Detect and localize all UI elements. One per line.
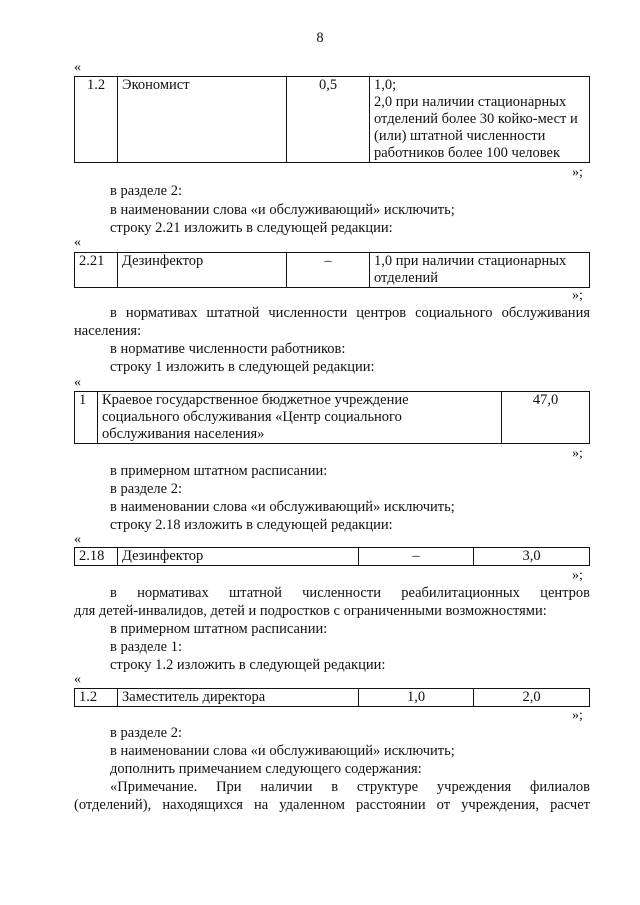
paragraph: в разделе 1:	[110, 639, 183, 655]
paragraph: строку 2.21 изложить в следующей редакции:	[110, 220, 393, 236]
open-quote: «	[74, 235, 81, 250]
paragraph: для детей-инвалидов, детей и подростков с ограниченными возможностями:	[74, 603, 547, 619]
norm-line: отделений более 30 койко-мест и	[374, 111, 578, 127]
paragraph: в нормативах штатной численности центров социального обслуживания	[110, 305, 590, 321]
row-code: 1.2	[75, 77, 118, 163]
row-position-name: Заместитель директора	[118, 689, 359, 707]
row-norm	[370, 77, 590, 163]
table-row-2-21-disinfector	[74, 252, 590, 288]
row-value: –	[359, 548, 474, 566]
close-quote: »;	[572, 446, 583, 461]
norm-line: 1,0;	[374, 77, 397, 93]
open-quote: «	[74, 672, 81, 687]
paragraph: в примерном штатном расписании:	[110, 463, 328, 479]
close-quote: »;	[572, 288, 583, 303]
paragraph: строку 2.18 изложить в следующей редакции:	[110, 517, 393, 533]
paragraph: в разделе 2:	[110, 183, 183, 199]
name-line: Краевое государственное бюджетное учреждение	[102, 392, 409, 408]
name-line: обслуживания населения»	[102, 426, 265, 442]
close-quote: »;	[572, 568, 583, 583]
paragraph: в разделе 2:	[110, 725, 183, 741]
row-value: 1,0	[359, 689, 474, 707]
row-value: 0,5	[287, 77, 370, 163]
paragraph: в наименовании слова «и обслуживающий» исключить;	[110, 743, 455, 759]
paragraph: «Примечание. При наличии в структуре учреждения филиалов	[110, 779, 590, 795]
table-row-1-2-deputy-director	[74, 688, 590, 707]
paragraph: дополнить примечанием следующего содержания:	[110, 761, 422, 777]
row-value: 3,0	[474, 548, 590, 566]
row-value: –	[287, 253, 370, 288]
row-position-name: Экономист	[118, 77, 287, 163]
name-line: социального обслуживания «Центр социального	[102, 409, 402, 425]
norm-line: 2,0 при наличии стационарных	[374, 94, 567, 110]
row-institution-name	[98, 392, 502, 444]
open-quote: «	[74, 60, 81, 75]
norm-line: работников более 100 человек	[374, 145, 561, 161]
close-quote: »;	[572, 708, 583, 723]
row-position-name: Дезинфектор	[118, 548, 359, 566]
norm-line: отделений	[374, 270, 438, 286]
row-norm	[370, 253, 590, 288]
paragraph: строку 1 изложить в следующей редакции:	[110, 359, 375, 375]
row-position-name: Дезинфектор	[118, 253, 287, 288]
open-quote: «	[74, 375, 81, 390]
open-quote: «	[74, 532, 81, 547]
row-value: 2,0	[474, 689, 590, 707]
table-row-2-18-disinfector	[74, 547, 590, 566]
row-code: 1	[75, 392, 98, 444]
paragraph: строку 1.2 изложить в следующей редакции:	[110, 657, 386, 673]
norm-line: 1,0 при наличии стационарных	[374, 253, 567, 269]
paragraph: в нормативе численности работников:	[110, 341, 346, 357]
norm-line: (или) штатной численности	[374, 128, 546, 144]
paragraph: в разделе 2:	[110, 481, 183, 497]
row-code: 1.2	[75, 689, 118, 707]
paragraph: в нормативах штатной численности реабилитационных центров	[110, 585, 590, 601]
row-code: 2.18	[75, 548, 118, 566]
paragraph: в наименовании слова «и обслуживающий» исключить;	[110, 202, 455, 218]
paragraph: в наименовании слова «и обслуживающий» исключить;	[110, 499, 455, 515]
table-row-1-center	[74, 391, 590, 444]
page-number: 8	[316, 30, 324, 46]
table-row-1-2-economist	[74, 76, 590, 163]
paragraph: населения:	[74, 323, 142, 339]
paragraph: (отделений), находящихся на удаленном расстоянии от учреждения, расчет	[74, 797, 590, 813]
close-quote: »;	[572, 165, 583, 180]
paragraph: в примерном штатном расписании:	[110, 621, 328, 637]
row-value: 47,0	[502, 392, 590, 444]
row-code: 2.21	[75, 253, 118, 288]
